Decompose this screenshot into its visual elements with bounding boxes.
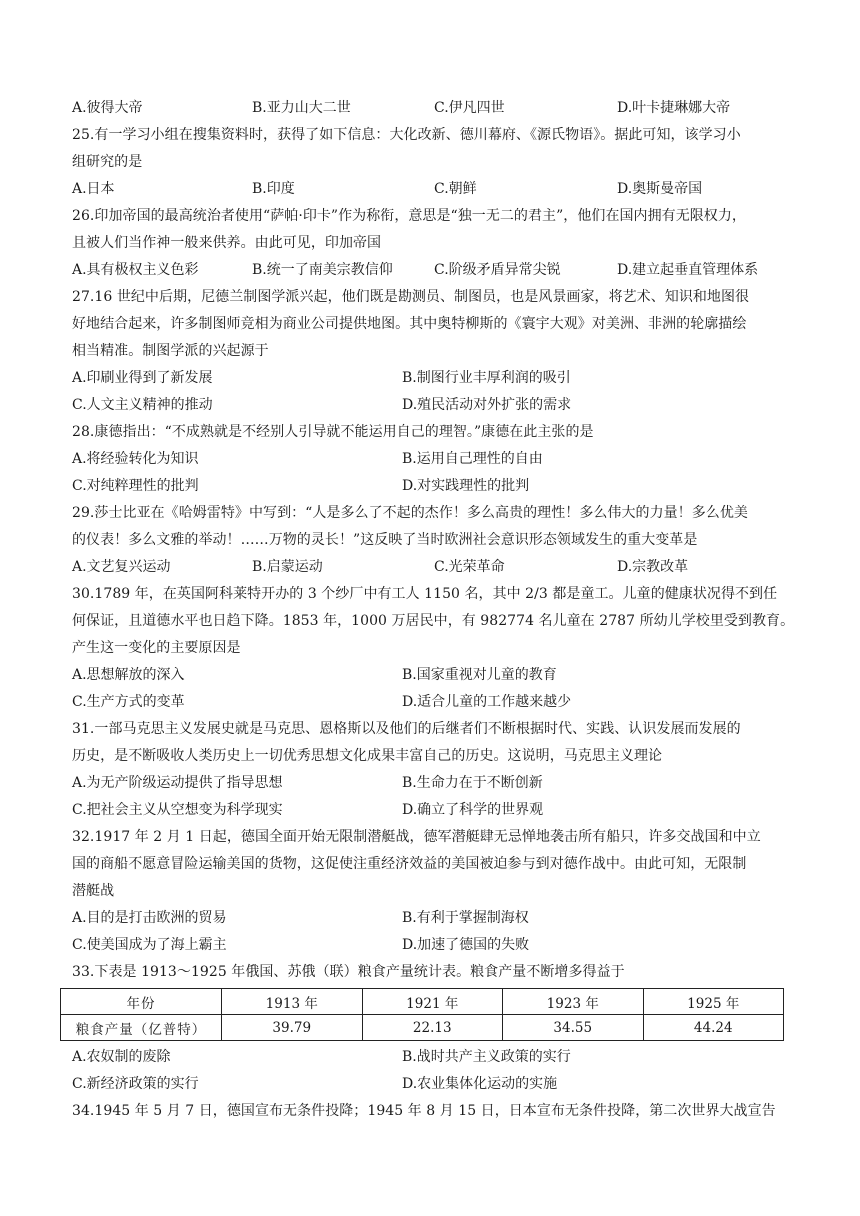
q27-option-c[interactable]: C.人文主义精神的推动 xyxy=(72,397,213,413)
q32-option-b[interactable]: B.有利于掌握制海权 xyxy=(402,910,529,926)
q34-stem-line-1: 34.1945 年 5 月 7 日，德国宣布无条件投降；1945 年 8 月 15 日，日本宣布无条件投降，第二次世界大战宣告 xyxy=(72,1103,776,1119)
q32-stem-line-3: 潜艇战 xyxy=(72,883,115,899)
q28-stem-line-1: 28.康德指出：“不成熟就是不经别人引导就不能运用自己的理智。”康德在此主张的是 xyxy=(72,424,594,440)
q30-option-c[interactable]: C.生产方式的变革 xyxy=(72,694,185,710)
table-header-cell: 1913 年 xyxy=(222,989,363,1015)
q30-option-a[interactable]: A.思想解放的深入 xyxy=(72,667,185,683)
table-header-cell: 1921 年 xyxy=(362,989,503,1015)
q30-options-row-1 xyxy=(72,662,796,689)
q32-option-d[interactable]: D.加速了德国的失败 xyxy=(402,937,530,953)
q26-option-a[interactable]: A.具有极权主义色彩 xyxy=(72,262,199,278)
q27-stem-line-1: 27.16 世纪中后期，尼德兰制图学派兴起，他们既是勘测员、制图员，也是风景画家，将艺术、知识和地图很 xyxy=(72,289,750,305)
table-header-cell: 1925 年 xyxy=(643,989,784,1015)
q29-option-b[interactable]: B.启蒙运动 xyxy=(252,559,323,575)
table-cell: 粮食产量（亿普特） xyxy=(61,1015,222,1041)
q30-options-row-2 xyxy=(72,689,796,716)
table-header-cell: 1923 年 xyxy=(503,989,644,1015)
q33-option-b[interactable]: B.战时共产主义政策的实行 xyxy=(402,1049,571,1065)
q24-option-a[interactable]: A.彼得大帝 xyxy=(72,100,143,116)
q25-option-d[interactable]: D.奥斯曼帝国 xyxy=(617,181,703,197)
q25-options xyxy=(72,176,796,203)
q28-option-b[interactable]: B.运用自己理性的自由 xyxy=(402,451,543,467)
q29-option-d[interactable]: D.宗教改革 xyxy=(617,559,689,575)
q31-stem-line-1: 31.一部马克思主义发展史就是马克思、恩格斯以及他们的后继者们不断根据时代、实践、认识发展而发展的 xyxy=(72,721,741,737)
q31-option-b[interactable]: B.生命力在于不断创新 xyxy=(402,775,543,791)
q31-options-row-1 xyxy=(72,770,796,797)
table-cell: 22.13 xyxy=(362,1015,503,1041)
q29-stem-line-2: 的仪表！多么文雅的举动！……万物的灵长！”这反映了当时欧洲社会意识形态领域发生的重大变革是 xyxy=(72,532,698,548)
grain-output-table xyxy=(60,988,784,1041)
q24-options xyxy=(72,95,796,122)
q25-stem-line-1: 25.有一学习小组在搜集资料时，获得了如下信息：大化改新、德川幕府、《源氏物语》。据此可知，该学习小 xyxy=(72,127,741,143)
q33-stem-line-1: 33.下表是 1913～1925 年俄国、苏俄（联）粮食产量统计表。粮食产量不断增多得益于 xyxy=(72,964,625,980)
q24-option-d[interactable]: D.叶卡捷琳娜大帝 xyxy=(617,100,731,116)
table-cell: 44.24 xyxy=(643,1015,784,1041)
q26-option-c[interactable]: C.阶级矛盾异常尖锐 xyxy=(434,262,561,278)
q29-option-a[interactable]: A.文艺复兴运动 xyxy=(72,559,171,575)
q33-options-row-1 xyxy=(72,1044,796,1071)
q25-option-a[interactable]: A.日本 xyxy=(72,181,115,197)
q26-stem-line-1: 26.印加帝国的最高统治者使用“萨帕·印卡”作为称衔，意思是“独一无二的君主”，他们在国内拥有无限权力， xyxy=(72,208,746,224)
q28-option-c[interactable]: C.对纯粹理性的批判 xyxy=(72,478,199,494)
q27-stem-line-2: 好地结合起来，许多制图师竞相为商业公司提供地图。其中奥特柳斯的《寰宇大观》对美洲、非洲的轮廓描绘 xyxy=(72,316,747,332)
q32-options-row-1 xyxy=(72,905,796,932)
q29-options xyxy=(72,554,796,581)
q24-option-b[interactable]: B.亚力山大二世 xyxy=(252,100,351,116)
table-header-cell: 年份 xyxy=(61,989,222,1015)
q28-options-row-2 xyxy=(72,473,796,500)
q32-option-c[interactable]: C.使美国成为了海上霸主 xyxy=(72,937,227,953)
q25-option-b[interactable]: B.印度 xyxy=(252,181,295,197)
q27-option-a[interactable]: A.印刷业得到了新发展 xyxy=(72,370,213,386)
q33-options-row-2 xyxy=(72,1071,796,1098)
q25-stem-line-2: 组研究的是 xyxy=(72,154,143,170)
q33-option-d[interactable]: D.农业集体化运动的实施 xyxy=(402,1076,558,1092)
q31-stem-line-2: 历史，是不断吸收人类历史上一切优秀思想文化成果丰富自己的历史。这说明，马克思主义理论 xyxy=(72,748,663,764)
q33-option-a[interactable]: A.农奴制的废除 xyxy=(72,1049,171,1065)
table-cell: 34.55 xyxy=(503,1015,644,1041)
q28-options-row-1 xyxy=(72,446,796,473)
exam-page xyxy=(72,95,796,1125)
q30-stem-line-3: 产生这一变化的主要原因是 xyxy=(72,640,241,656)
q30-stem-line-2: 何保证，且道德水平也日趋下降。1853 年，1000 万居民中，有 982774 名儿童在 2787 所幼儿学校里受到教育。 xyxy=(72,613,795,629)
q31-option-c[interactable]: C.把社会主义从空想变为科学现实 xyxy=(72,802,283,818)
q29-stem-line-1: 29.莎士比亚在《哈姆雷特》中写到：“人是多么了不起的杰作！多么高贵的理性！多么伟大的力量！多么优美 xyxy=(72,505,748,521)
q32-option-a[interactable]: A.目的是打击欧洲的贸易 xyxy=(72,910,227,926)
q28-option-d[interactable]: D.对实践理性的批判 xyxy=(402,478,530,494)
q26-stem-line-2: 且被人们当作神一般来供养。由此可见，印加帝国 xyxy=(72,235,382,251)
q33-option-c[interactable]: C.新经济政策的实行 xyxy=(72,1076,199,1092)
q31-options-row-2 xyxy=(72,797,796,824)
table-row xyxy=(61,1015,784,1041)
q29-option-c[interactable]: C.光荣革命 xyxy=(434,559,505,575)
q28-option-a[interactable]: A.将经验转化为知识 xyxy=(72,451,199,467)
q32-stem-line-1: 32.1917 年 2 月 1 日起，德国全面开始无限制潜艇战，德军潜艇肆无忌惮地袭击所有船只，许多交战国和中立 xyxy=(72,829,761,845)
q31-option-a[interactable]: A.为无产阶级运动提供了指导思想 xyxy=(72,775,283,791)
q25-option-c[interactable]: C.朝鲜 xyxy=(434,181,477,197)
q27-option-b[interactable]: B.制图行业丰厚利润的吸引 xyxy=(402,370,571,386)
q26-option-b[interactable]: B.统一了南美宗教信仰 xyxy=(252,262,393,278)
q32-stem-line-2: 国的商船不愿意冒险运输美国的货物，这促使注重经济效益的美国被迫参与到对德作战中。由此可知，无限制 xyxy=(72,856,747,872)
q32-options-row-2 xyxy=(72,932,796,959)
q30-option-d[interactable]: D.适合儿童的工作越来越少 xyxy=(402,694,572,710)
table-header-row xyxy=(61,989,784,1015)
q27-options-row-1 xyxy=(72,365,796,392)
q31-option-d[interactable]: D.确立了科学的世界观 xyxy=(402,802,544,818)
q27-option-d[interactable]: D.殖民活动对外扩张的需求 xyxy=(402,397,572,413)
q26-option-d[interactable]: D.建立起垂直管理体系 xyxy=(617,262,759,278)
q24-option-c[interactable]: C.伊凡四世 xyxy=(434,100,505,116)
q27-stem-line-3: 相当精准。制图学派的兴起源于 xyxy=(72,343,269,359)
q27-options-row-2 xyxy=(72,392,796,419)
q26-options xyxy=(72,257,796,284)
q30-stem-line-1: 30.1789 年，在英国阿科莱特开办的 3 个纱厂中有工人 1150 名，其中 2/3 都是童工。儿童的健康状况得不到任 xyxy=(72,586,778,602)
table-cell: 39.79 xyxy=(222,1015,363,1041)
q30-option-b[interactable]: B.国家重视对儿童的教育 xyxy=(402,667,557,683)
